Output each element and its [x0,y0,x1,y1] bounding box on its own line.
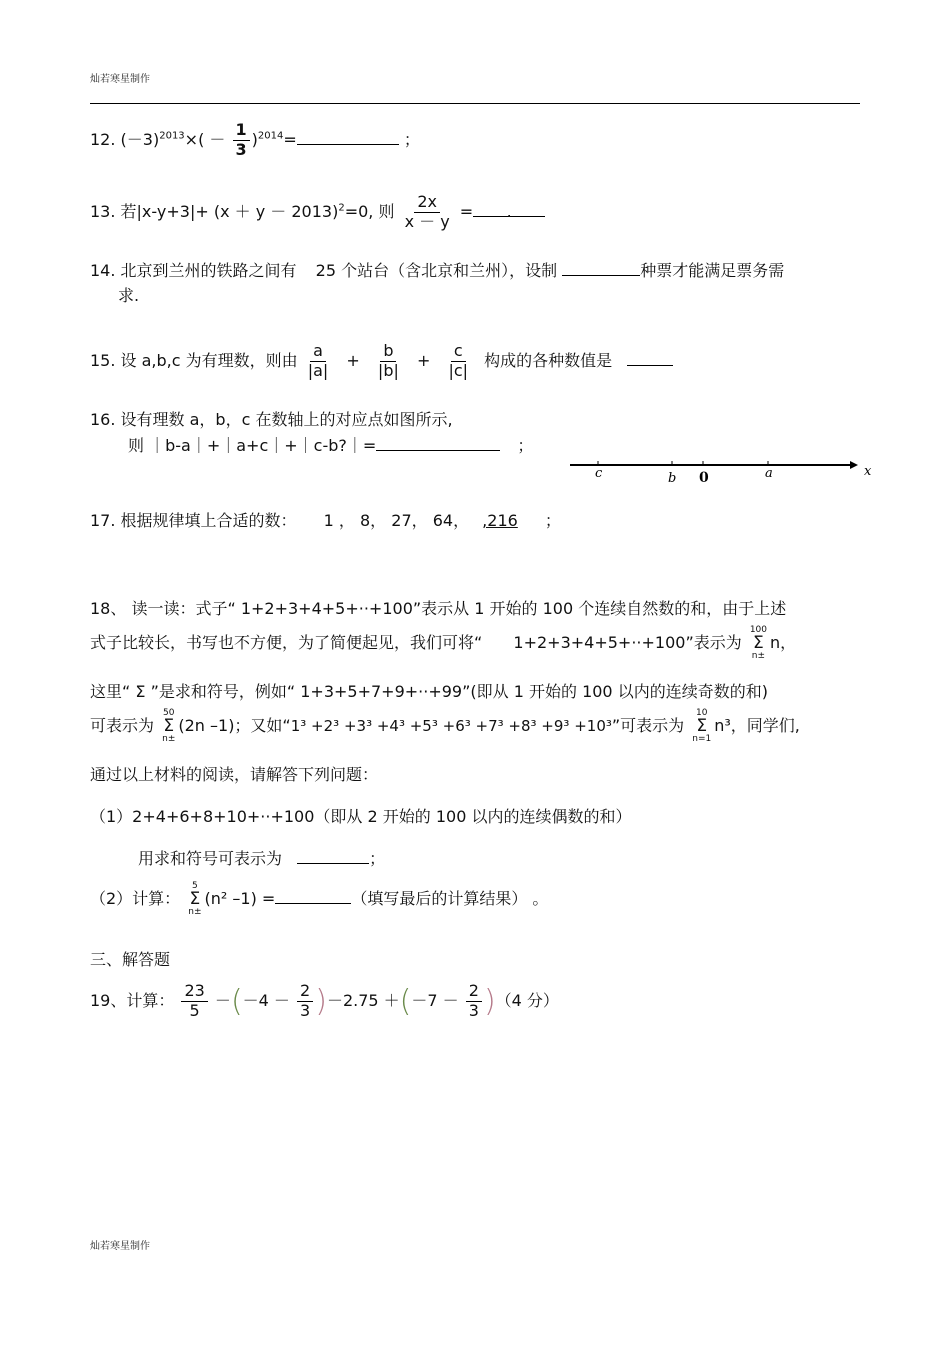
q16-expression: 则 ｜b-a｜+｜a+c｜+｜c-b?｜= [128,436,377,455]
q18-line4-expr: (2n –1)；又如“ [178,716,291,735]
q14-answer-blank[interactable] [562,261,640,276]
header-rule [90,103,860,104]
q12-end: ； [403,129,420,149]
q12-numerator: 1 [233,122,250,141]
q19-suffix: （4 分） [495,990,559,1010]
q18-line4-var: n³，同学们, [714,716,800,735]
q18-part2-answer-blank[interactable] [275,889,351,904]
q19-frac-2 [297,983,313,1020]
q13-answer-blank[interactable] [473,201,545,221]
sigma4-lower: n± [188,907,202,917]
q13-numerator: 2x [414,194,440,213]
q13-denominator: x － y [404,211,450,231]
q16-line2 [128,433,533,456]
q12-exp1: 2013 [159,130,185,142]
q18-line4 [90,709,800,744]
q18-part1-end: ； [369,849,386,868]
q15-frac-a-num: a [310,343,326,362]
q18-line2 [90,626,796,661]
number-line-figure [570,455,880,487]
q18-cubes: 1³ +2³ +3³ +4³ +5³ +6³ +7³ +8³ +9³ +10³ [290,717,612,735]
q18-part1b [138,846,385,869]
q15-frac-c [445,343,471,380]
q17-text: 17. 根据规律填上合适的数： [90,511,297,530]
q15-prefix: 15. 设 a,b,c 为有理数，则由 [90,350,298,370]
q15-frac-b [375,343,402,380]
q18-part2-a: （2）计算： [90,889,181,908]
q15-frac-c-den: |c| [448,360,469,380]
q18-part2-b: （填写最后的计算结果） 。 [351,889,549,908]
q12-base: (－3) [120,129,160,149]
q15-plus-2: + [416,350,431,370]
q12-equals: = [283,129,297,149]
q13-equals: = [459,201,474,221]
q19-inner1: －4 － [242,990,290,1010]
q15-plus-1: + [346,350,360,370]
q18-line2-a: 式子比较长，书写也不方便，为了简便起见，我们可将“ [90,633,483,652]
q18-line4-b: ”可表示为 [611,716,685,735]
sigma3-symbol-icon: Σ [696,716,708,736]
q18-line3: 这里“ Σ ”是求和符号，例如“ 1+3+5+7+9+··+99”(即从 1 开始的 100 以内的连续奇数的和) [90,682,768,701]
question-13 [90,194,545,231]
question-15 [90,343,673,380]
q19-frac1-den: 5 [189,1000,200,1020]
sigma4-symbol-icon: Σ [189,889,201,909]
label-x: x [864,464,872,479]
q18-sigma-1 [750,626,767,661]
q18-part1b-text: 用求和符号可表示为 [138,849,283,868]
q19-frac-3 [466,983,482,1020]
q19-mid: －2.75 ＋ [326,990,400,1010]
q15-suffix: 构成的各种数值是 [484,350,613,370]
q14-text-c: 种票才能满足票务需 [640,261,785,280]
q19-frac1-num: 23 [181,983,207,1002]
q12-number: 12. [90,129,116,149]
q19-frac2-den: 3 [300,1000,311,1020]
q19-frac3-num: 2 [466,983,482,1002]
q14-count: 25 [315,261,336,280]
q16-end: ； [517,436,534,455]
label-a: a [765,466,773,481]
right-paren-icon: ) [483,983,496,1019]
sigma1-upper: 100 [749,625,768,635]
q17-end: ； [544,511,561,530]
question-19 [90,983,559,1020]
sigma2-symbol-icon: Σ [163,716,175,736]
q15-frac-a-den: |a| [307,360,329,380]
header-watermark: 灿若寒星制作 [90,74,150,85]
q12-times: ×( [184,129,205,149]
q18-part2-expr: (n² –1) = [204,889,276,908]
q15-frac-c-num: c [451,343,466,362]
q15-answer-blank[interactable] [627,351,673,366]
q19-frac3-den: 3 [468,1000,479,1020]
q16-line1: 16. 设有理数 a，b，c 在数轴上的对应点如图所示, [90,410,453,429]
q15-frac-a [305,343,332,380]
q12-exp2: 2014 [257,130,284,142]
sigma4-upper: 5 [192,881,198,891]
number-line-arrow-icon [850,461,858,469]
q18-part1-answer-blank[interactable] [297,849,369,864]
q12-fraction [233,122,250,159]
section-3-title: 三、解答题 [90,950,171,969]
q18-part2 [90,882,548,917]
sigma2-upper: 50 [163,708,175,718]
q13-fraction [402,194,453,231]
q18-sigma-3 [692,709,711,744]
q18-sigma-4 [188,882,201,917]
label-c: c [595,466,603,481]
q13-dot: . [506,201,512,221]
q19-frac2-num: 2 [297,983,313,1002]
question-12 [90,122,420,159]
q15-frac-b-den: |b| [377,360,399,380]
right-paren-icon: ) [315,983,327,1019]
q15-frac-b-num: b [380,343,396,362]
q14-text-a: 14. 北京到兰州的铁路之间有 [90,261,297,280]
q13-expr: (x ＋ y － 2013 [213,201,333,221]
q19-inner2: －7 － [411,990,459,1010]
q18-line5: 通过以上材料的阅读，请解答下列问题： [90,765,379,784]
sigma1-lower: n± [751,651,766,661]
q18-line4-a: 可表示为 [90,716,155,735]
q14-text-b: 个站台（含北京和兰州），设制 [341,261,558,280]
q13-eq0: =0, 则 [344,201,395,221]
q12-close: ) [251,129,258,149]
q18-part1: （1）2+4+6+8+10+··+100（即从 2 开始的 100 以内的连续偶数的和） [90,807,632,826]
q18-sigma-2 [162,709,175,744]
q12-denominator: 3 [235,139,247,159]
question-17 [90,508,561,531]
left-paren-icon: ( [230,983,243,1019]
sigma3-upper: 10 [696,708,708,718]
q17-sequence: 1 ， 8， 27， 64， [323,511,470,530]
label-zero: 0 [699,470,709,486]
sigma1-symbol-icon: Σ [753,633,764,653]
sigma3-lower: n=1 [692,734,712,744]
q19-prefix: 19、计算： [90,990,175,1010]
q17-answer[interactable]: ,216 [482,511,518,530]
q18-line2-var: n， [770,633,797,652]
q18-line1: 18、 读一读：式子“ 1+2+3+4+5+··+100”表示从 1 开始的 100 个连续自然数的和，由于上述 [90,599,787,618]
q19-minus: － [214,990,231,1010]
q14-line2: 求. [118,286,140,305]
footer-watermark: 灿若寒星制作 [90,1241,150,1252]
sigma2-lower: n± [162,734,176,744]
q19-frac-1 [181,983,207,1020]
q13-bracket: ) [332,201,339,221]
q13-square: 2 [338,202,345,214]
q18-line2-b: 1+2+3+4+5+··+100”表示为 [513,633,742,652]
q16-answer-blank[interactable] [376,436,500,451]
label-b: b [668,471,677,486]
q12-neg: － [209,129,226,149]
q13-text: 13. 若|x-y+3|+ [90,201,209,221]
question-14 [90,258,784,281]
left-paren-icon: ( [399,983,412,1019]
q12-answer-blank[interactable] [297,130,399,145]
